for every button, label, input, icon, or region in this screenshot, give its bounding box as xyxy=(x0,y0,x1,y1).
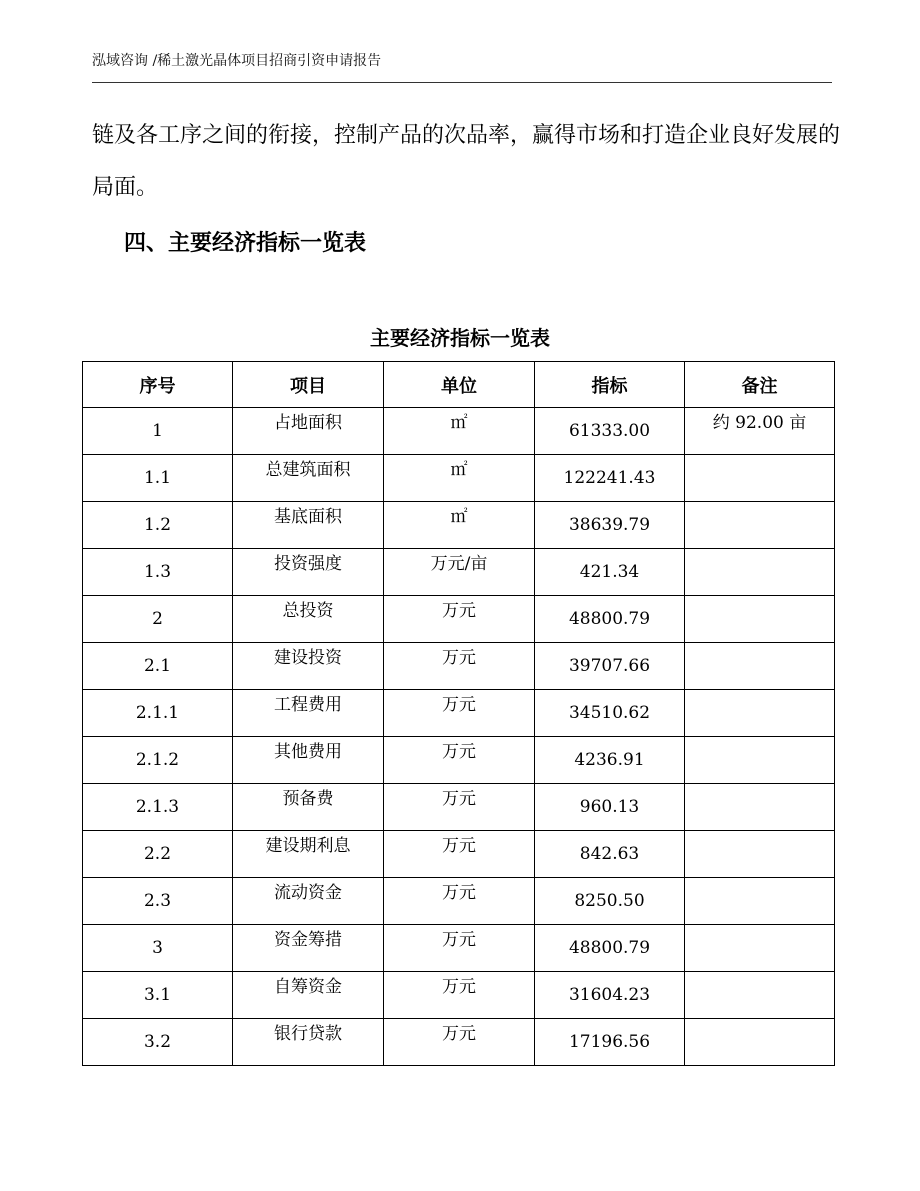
row-index: 2.1.1 xyxy=(83,690,233,737)
row-unit: ㎡ xyxy=(384,455,535,502)
row-item: 资金筹措 xyxy=(233,925,384,972)
row-unit: 万元 xyxy=(384,831,535,878)
row-value: 17196.56 xyxy=(535,1019,685,1066)
table-row xyxy=(83,690,835,737)
row-index: 3.2 xyxy=(83,1019,233,1066)
table-body xyxy=(83,408,835,1066)
row-value: 8250.50 xyxy=(535,878,685,925)
row-note xyxy=(685,502,835,549)
row-note xyxy=(685,549,835,596)
table-row xyxy=(83,737,835,784)
row-unit: 万元 xyxy=(384,737,535,784)
row-value: 31604.23 xyxy=(535,972,685,1019)
table-row xyxy=(83,455,835,502)
row-value: 4236.91 xyxy=(535,737,685,784)
row-index: 1.2 xyxy=(83,502,233,549)
row-item: 基底面积 xyxy=(233,502,384,549)
column-header-unit: 单位 xyxy=(384,362,535,408)
row-note xyxy=(685,643,835,690)
row-item: 投资强度 xyxy=(233,549,384,596)
row-unit: 万元 xyxy=(384,784,535,831)
row-unit: ㎡ xyxy=(384,408,535,455)
table-row xyxy=(83,549,835,596)
row-item: 占地面积 xyxy=(233,408,384,455)
row-index: 2.3 xyxy=(83,878,233,925)
table-row xyxy=(83,643,835,690)
row-unit: 万元 xyxy=(384,690,535,737)
row-note xyxy=(685,831,835,878)
table-row xyxy=(83,596,835,643)
table-row xyxy=(83,502,835,549)
row-item: 建设期利息 xyxy=(233,831,384,878)
row-index: 1.3 xyxy=(83,549,233,596)
row-index: 1.1 xyxy=(83,455,233,502)
row-value: 61333.00 xyxy=(535,408,685,455)
row-value: 38639.79 xyxy=(535,502,685,549)
table-row xyxy=(83,925,835,972)
row-item: 工程费用 xyxy=(233,690,384,737)
row-item: 其他费用 xyxy=(233,737,384,784)
table-row xyxy=(83,831,835,878)
row-note xyxy=(685,596,835,643)
table-row xyxy=(83,1019,835,1066)
row-unit: 万元 xyxy=(384,925,535,972)
row-unit: 万元 xyxy=(384,596,535,643)
column-header-index: 序号 xyxy=(83,362,233,408)
column-header-note: 备注 xyxy=(685,362,835,408)
row-index: 2.1.2 xyxy=(83,737,233,784)
row-item: 银行贷款 xyxy=(233,1019,384,1066)
row-unit: 万元 xyxy=(384,1019,535,1066)
table-row xyxy=(83,408,835,455)
row-note xyxy=(685,784,835,831)
row-index: 1 xyxy=(83,408,233,455)
row-item: 总投资 xyxy=(233,596,384,643)
row-value: 48800.79 xyxy=(535,925,685,972)
row-value: 421.34 xyxy=(535,549,685,596)
row-value: 960.13 xyxy=(535,784,685,831)
table-row xyxy=(83,878,835,925)
row-note xyxy=(685,878,835,925)
column-header-value: 指标 xyxy=(535,362,685,408)
row-unit: 万元 xyxy=(384,643,535,690)
row-value: 39707.66 xyxy=(535,643,685,690)
row-note xyxy=(685,690,835,737)
page-header: 泓域咨询 /稀土激光晶体项目招商引资申请报告 xyxy=(92,53,382,69)
row-item: 流动资金 xyxy=(233,878,384,925)
row-item: 建设投资 xyxy=(233,643,384,690)
row-value: 34510.62 xyxy=(535,690,685,737)
row-note: 约 92.00 亩 xyxy=(685,408,835,455)
row-index: 2.1.3 xyxy=(83,784,233,831)
row-index: 2.2 xyxy=(83,831,233,878)
row-unit: 万元/亩 xyxy=(384,549,535,596)
body-paragraph: 链及各工序之间的衔接，控制产品的次品率，赢得市场和打造企业良好发展的局面。 xyxy=(92,123,841,200)
row-note xyxy=(685,1019,835,1066)
table-title: 主要经济指标一览表 xyxy=(370,326,550,350)
row-index: 2 xyxy=(83,596,233,643)
row-value: 842.63 xyxy=(535,831,685,878)
row-index: 2.1 xyxy=(83,643,233,690)
row-index: 3.1 xyxy=(83,972,233,1019)
row-item: 预备费 xyxy=(233,784,384,831)
column-header-item: 项目 xyxy=(233,362,384,408)
row-item: 自筹资金 xyxy=(233,972,384,1019)
row-note xyxy=(685,455,835,502)
table-row xyxy=(83,972,835,1019)
row-unit: ㎡ xyxy=(384,502,535,549)
row-note xyxy=(685,737,835,784)
row-note xyxy=(685,925,835,972)
row-note xyxy=(685,972,835,1019)
economic-indicators-table xyxy=(82,361,835,1066)
row-index: 3 xyxy=(83,925,233,972)
row-unit: 万元 xyxy=(384,878,535,925)
row-value: 48800.79 xyxy=(535,596,685,643)
header-divider xyxy=(92,82,832,83)
row-unit: 万元 xyxy=(384,972,535,1019)
row-value: 122241.43 xyxy=(535,455,685,502)
row-item: 总建筑面积 xyxy=(233,455,384,502)
section-heading: 四、主要经济指标一览表 xyxy=(124,231,367,256)
table-row xyxy=(83,784,835,831)
table-header-row xyxy=(83,362,835,408)
